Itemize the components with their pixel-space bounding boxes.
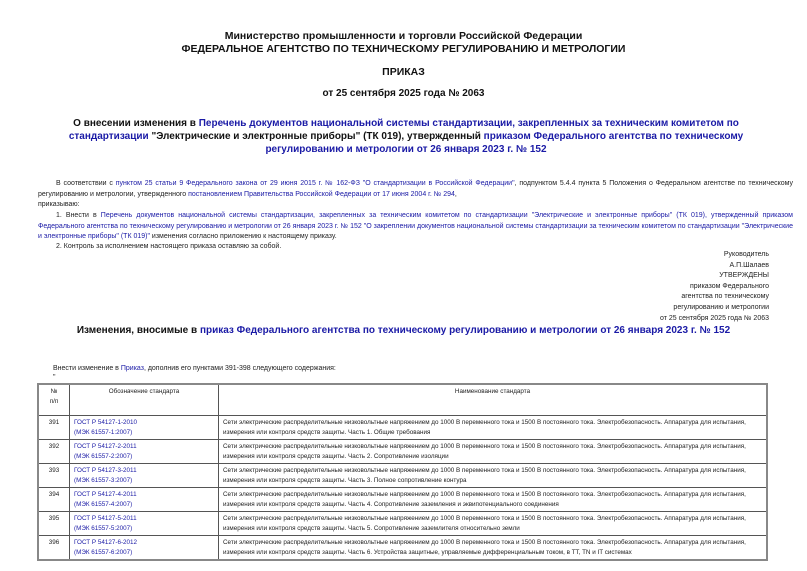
changes-intro (53, 365, 336, 372)
intro-suffix: , дополнив его пунктами 391-398 следующего содержания: (143, 365, 336, 372)
header-name: Наименование стандарта (219, 384, 768, 416)
ministry-name: Министерство промышленности и торговли Российской Федерации (224, 30, 583, 42)
row-name: Сети электрические распределительные низковольтные напряжением до 1000 В переменного тока и 1500 В постоянного тока. Электробезопасность. Аппаратура для испытания, измерения или контроля средств защиты. Часть 3. Полное сопротивление контура (219, 464, 768, 488)
row-designation (70, 512, 219, 536)
header-designation: Обозначение стандарта (70, 384, 219, 416)
iec-link[interactable]: (МЭК 61557-3:2007) (74, 476, 133, 484)
standard-link[interactable]: ГОСТ Р 54127-2-2011 (74, 443, 137, 450)
standard-link[interactable]: ГОСТ Р 54127-1-2010 (74, 419, 138, 426)
agency-name: ФЕДЕРАЛЬНОЕ АГЕНТСТВО ПО ТЕХНИЧЕСКОМУ РЕГУЛИРОВАНИЮ И МЕТРОЛОГИИ (181, 43, 626, 55)
row-designation (70, 464, 219, 488)
standard-link[interactable]: ГОСТ Р 54127-4-2011 (74, 491, 137, 498)
changes-order-link[interactable]: приказ Федерального агентства по техническому регулированию и метрологии от 26 января 2023 г. № 152 (199, 325, 731, 336)
row-number: 396 (38, 536, 70, 561)
table-row (38, 488, 767, 512)
row-designation (70, 440, 219, 464)
signature-line: от 25 сентября 2025 года № 2063 (659, 314, 769, 322)
header-number: № п/п (38, 384, 70, 416)
federal-law-link[interactable]: пунктом 25 статьи 9 Федерального закона от 29 июня 2015 г. № 162-ФЗ "О стандартизации в Российской Федерации" (115, 180, 515, 187)
row-designation (70, 416, 219, 440)
row-designation (70, 536, 219, 561)
row-designation (70, 488, 219, 512)
row-name: Сети электрические распределительные низковольтные напряжением до 1000 В переменного тока и 1500 В постоянного тока. Электробезопасность. Аппаратура для испытания, измерения или контроля средств защиты. Часть 1. Общие требования (219, 416, 768, 440)
subject-order-link[interactable]: приказом Федерального агентства по техническому регулированию и метрологии от 26 января 2023 г. № 152 (265, 131, 744, 155)
signature-line: А.П.Шалаев (729, 261, 769, 269)
changes-title (0, 325, 807, 336)
order-item-1 (38, 211, 793, 243)
iec-link[interactable]: (МЭК 61557-6:2007) (74, 548, 133, 556)
row-name: Сети электрические распределительные низковольтные напряжением до 1000 В переменного тока и 1500 В постоянного тока. Электробезопасность. Аппаратура для испытания, измерения или контроля средств защиты. Часть 5. Сопротивление заземлителя относительно земли (219, 512, 768, 536)
table-row (38, 440, 767, 464)
prikazyvayu-text: приказываю: (38, 201, 80, 208)
subject-list-link[interactable]: Перечень документов национальной системы стандартизации, закрепленных за техническим комитетом по стандартизации (68, 118, 739, 142)
row-number: 395 (38, 512, 70, 536)
row-number: 391 (38, 416, 70, 440)
table-row (38, 416, 767, 440)
iec-link[interactable]: (МЭК 61557-4:2007) (74, 500, 133, 508)
iec-link[interactable]: (МЭК 61557-1:2007) (74, 428, 133, 436)
table-header-row (38, 384, 767, 416)
row-number: 394 (38, 488, 70, 512)
quote-mark: " (53, 374, 56, 381)
intro-prefix: Внести изменение в (53, 365, 121, 372)
document-subject (36, 117, 776, 156)
table-row (38, 536, 767, 561)
subject-prefix: О внесении изменения в (73, 118, 199, 129)
preamble-paragraph (38, 179, 793, 200)
row-name: Сети электрические распределительные низковольтные напряжением до 1000 В переменного тока и 1500 В постоянного тока. Электробезопасность. Аппаратура для испытания, измерения или контроля средств защиты. Часть 2. Сопротивление изоляции (219, 440, 768, 464)
order-title: ПРИКАЗ (382, 66, 425, 78)
changes-prefix: Изменения, вносимые в (76, 325, 200, 336)
subject-middle: "Электрические и электронные приборы" (ТК 019), утвержденный (148, 131, 484, 142)
signature-line: регулированию и метрологии (673, 303, 769, 311)
row-number: 392 (38, 440, 70, 464)
item1-list-link[interactable]: Перечень документов национальной системы стандартизации, закрепленных за техническим комитетом по стандартизации "Электрические и электронные приборы" (ТК 019), утвержденный приказом Федерального агентства по техническому регулированию и метрологии от 26 января 2023 г. № 152 "О закреплении документов национальной системы стандартизации за техническим комитетом по стандартизации "Электрические и электронные приборы" (ТК 019)" (38, 212, 793, 240)
government-decree-link[interactable]: постановлением Правительства Российской Федерации от 17 июня 2004 г. № 294 (188, 190, 455, 198)
standard-link[interactable]: ГОСТ Р 54127-6-2012 (74, 539, 138, 546)
signature-line: УТВЕРЖДЕНЫ (719, 272, 769, 280)
standards-table (37, 383, 768, 561)
order-date: от 25 сентября 2025 года № 2063 (322, 88, 485, 99)
para1-suffix: , (454, 190, 457, 198)
signature-line: агентства по техническому (681, 293, 769, 301)
standard-link[interactable]: ГОСТ Р 54127-5-2011 (74, 515, 137, 522)
standard-link[interactable]: ГОСТ Р 54127-3-2011 (74, 467, 137, 474)
row-name: Сети электрические распределительные низковольтные напряжением до 1000 В переменного тока и 1500 В постоянного тока. Электробезопасность. Аппаратура для испытания, измерения или контроля средств защиты. Часть 6. Устройства защитные, управляемые дифференциальным током, в TT, TN и IT системах (219, 536, 768, 561)
iec-link[interactable]: (МЭК 61557-5:2007) (74, 524, 133, 532)
signature-line: Руководитель (723, 251, 769, 258)
table-row (38, 512, 767, 536)
order-item-2: 2. Контроль за исполнением настоящего приказа оставляю за собой. (56, 243, 282, 250)
intro-order-link[interactable]: Приказ (120, 365, 144, 372)
table-row (38, 464, 767, 488)
signature-block (529, 250, 769, 324)
item1-prefix: 1. Внести в (56, 212, 101, 219)
row-number: 393 (38, 464, 70, 488)
row-name: Сети электрические распределительные низковольтные напряжением до 1000 В переменного тока и 1500 В постоянного тока. Электробезопасность. Аппаратура для испытания, измерения или контроля средств защиты. Часть 4. Сопротивление заземления и эквипотенциального соединения (219, 488, 768, 512)
iec-link[interactable]: (МЭК 61557-2:2007) (74, 452, 133, 460)
item1-suffix: изменения согласно приложению к настоящему приказу. (149, 233, 337, 240)
para1-mid: , подпунктом 5.4.4 пункта 5 Положения о Федеральном агентстве по техническому регулированию и метрологии, утвержденного (38, 180, 794, 198)
signature-line: приказом Федерального (689, 282, 769, 290)
para1-prefix: В соответствии с (56, 180, 116, 187)
